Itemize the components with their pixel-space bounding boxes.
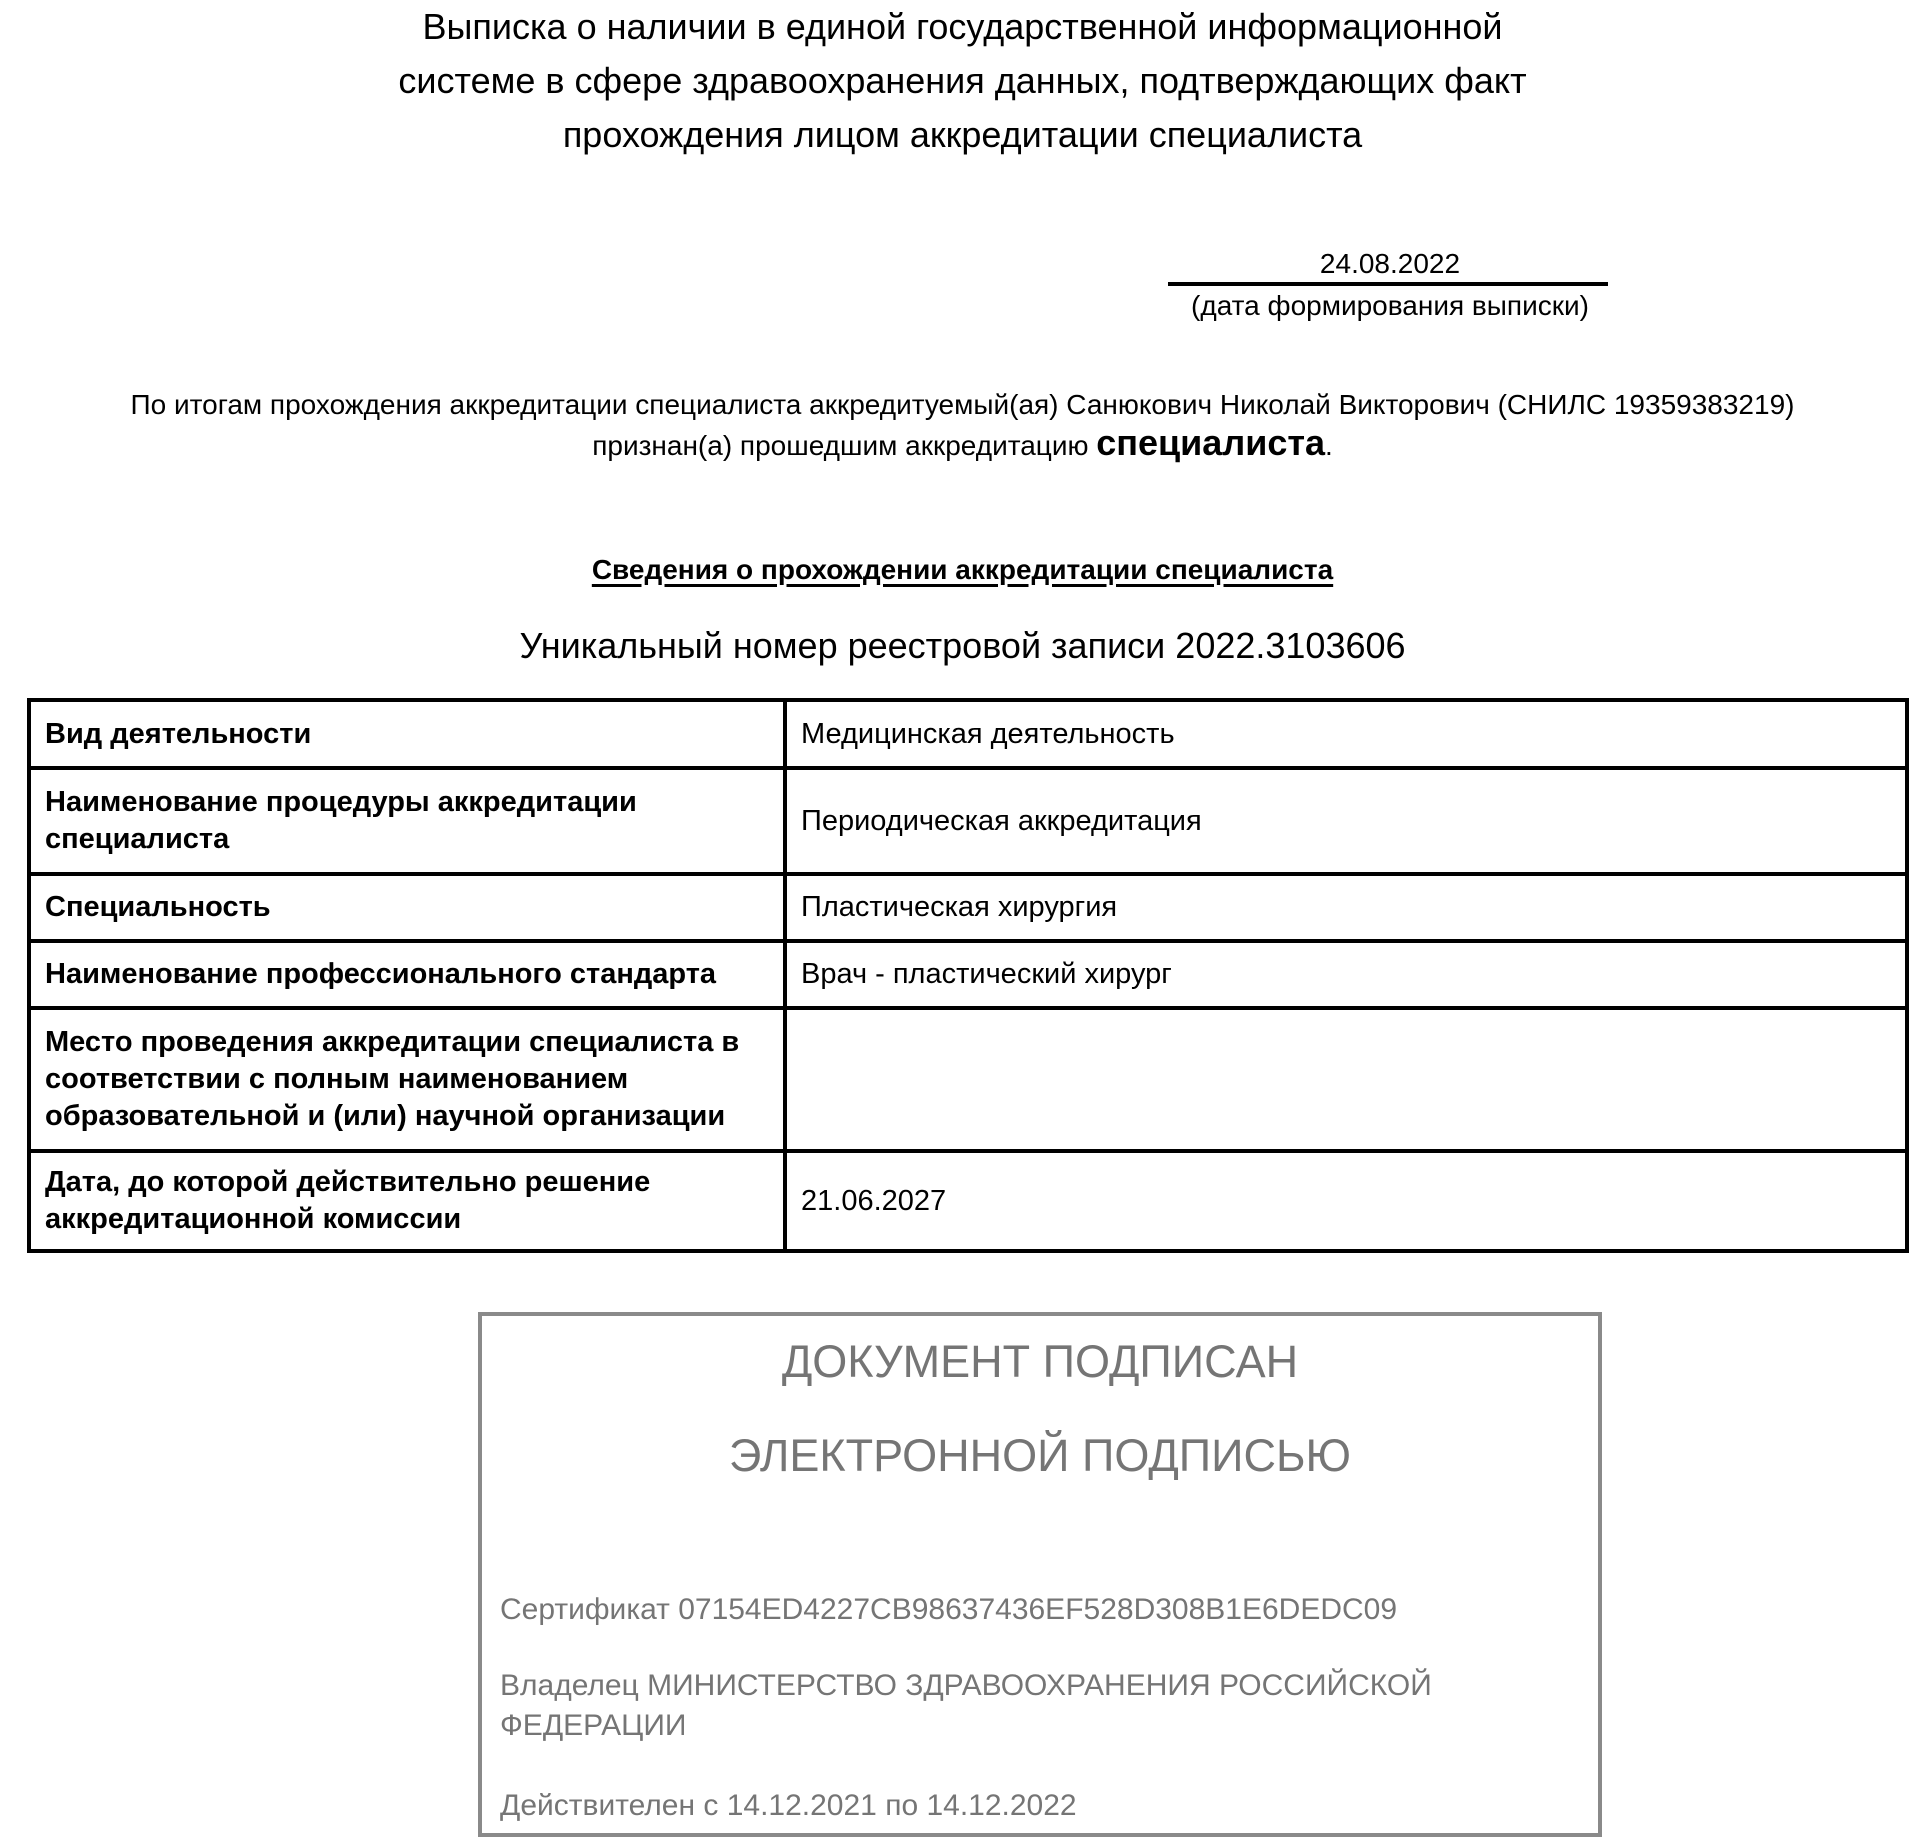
statement-line-2-prefix: признан(а) прошедшим аккредитацию — [592, 430, 1089, 461]
section-heading — [0, 550, 1925, 590]
table-row — [29, 700, 1907, 768]
row-label: Специальность — [29, 874, 785, 941]
section-heading-text: Сведения о прохождении аккредитации специалиста — [591, 554, 1334, 585]
row-label: Место проведения аккредитации специалиста в соответствии с полным наименованием образовательной и (или) научной организации — [29, 1008, 785, 1151]
statement-line-2-suffix: . — [1325, 430, 1333, 461]
extract-date: 24.08.2022 — [1319, 248, 1461, 279]
title-line-2: системе в сфере здравоохранения данных, подтверждающих факт — [398, 60, 1527, 101]
accreditation-info-table — [27, 698, 1909, 1253]
table-row — [29, 1151, 1907, 1251]
row-label: Дата, до которой действительно решение аккредитационной комиссии — [29, 1151, 785, 1251]
table-row — [29, 874, 1907, 941]
title-line-1: Выписка о наличии в единой государственной информационной — [422, 6, 1503, 47]
stamp-heading-electronic: ЭЛЕКТРОННОЙ ПОДПИСЬЮ — [729, 1430, 1351, 1481]
accreditation-statement — [20, 386, 1905, 465]
stamp-validity: Действителен с 14.12.2021 по 14.12.2022 — [500, 1789, 1077, 1822]
statement-line-1: По итогам прохождения аккредитации специалиста аккредитуемый(ая) Санюкович Николай Викторович (СНИЛС 19359383219) — [130, 389, 1795, 420]
stamp-owner: Владелец МИНИСТЕРСТВО ЗДРАВООХРАНЕНИЯ РОССИЙСКОЙ ФЕДЕРАЦИИ — [500, 1669, 1432, 1742]
date-underline — [1168, 282, 1608, 286]
table-row — [29, 941, 1907, 1008]
table-row — [29, 768, 1907, 874]
row-value: Медицинская деятельность — [785, 700, 1907, 768]
stamp-heading-signed: ДОКУМЕНТ ПОДПИСАН — [781, 1336, 1299, 1387]
row-value: 21.06.2027 — [785, 1151, 1907, 1251]
stamp-certificate: Сертификат 07154ED4227CB98637436EF528D308B1E6DEDC09 — [500, 1593, 1398, 1626]
electronic-signature-stamp — [478, 1312, 1602, 1837]
row-label: Наименование процедуры аккредитации специалиста — [29, 768, 785, 874]
row-value: Врач - пластический хирург — [785, 941, 1907, 1008]
row-label: Наименование профессионального стандарта — [29, 941, 785, 1008]
statement-line-2 — [20, 424, 1905, 465]
row-value — [785, 1008, 1907, 1151]
statement-emphasis: специалиста — [1096, 422, 1325, 463]
extract-date-caption: (дата формирования выписки) — [1191, 290, 1589, 321]
registry-number: Уникальный номер реестровой записи 2022.3103606 — [519, 625, 1406, 666]
row-value: Пластическая хирургия — [785, 874, 1907, 941]
extract-date-block — [1160, 246, 1620, 324]
row-label: Вид деятельности — [29, 700, 785, 768]
title-line-3: прохождения лицом аккредитации специалиста — [562, 114, 1363, 155]
document-title — [300, 0, 1625, 162]
table-row — [29, 1008, 1907, 1151]
row-value: Периодическая аккредитация — [785, 768, 1907, 874]
